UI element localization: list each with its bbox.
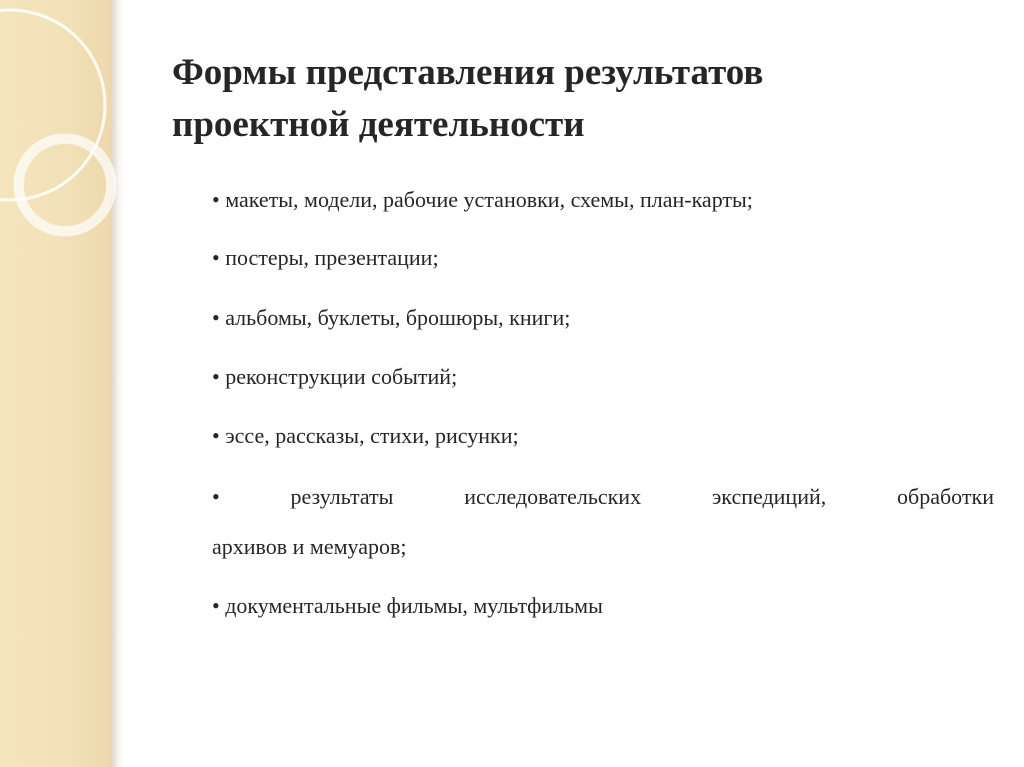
list-item-reconstructions: • реконструкции событий;	[212, 364, 458, 389]
word-results: результаты	[290, 484, 394, 509]
word-research: исследовательских	[464, 484, 642, 509]
word-expeditions: экспедиций,	[711, 484, 827, 509]
list-item-posters: • постеры, презентации;	[212, 245, 439, 270]
list-item-albums: • альбомы, буклеты, брошюры, книги;	[212, 305, 571, 330]
bullet: •	[212, 484, 220, 509]
expeditions-line-2: архивов и мемуаров;	[212, 534, 407, 559]
title-line-1: Формы представления результатов	[172, 52, 764, 93]
list-item-essays: • эссе, рассказы, стихи, рисунки;	[212, 423, 519, 448]
list-item-models: • макеты, модели, рабочие установки, схемы, план-карты;	[212, 187, 753, 212]
list-item-films: • документальные фильмы, мультфильмы	[212, 593, 603, 618]
list-item-expeditions	[212, 472, 994, 572]
word-processing: обработки	[897, 484, 994, 509]
expeditions-line-1	[212, 472, 994, 522]
slide-title	[172, 47, 932, 151]
ring-decoration-icon	[0, 0, 130, 300]
title-line-2: проектной деятельности	[172, 104, 585, 145]
